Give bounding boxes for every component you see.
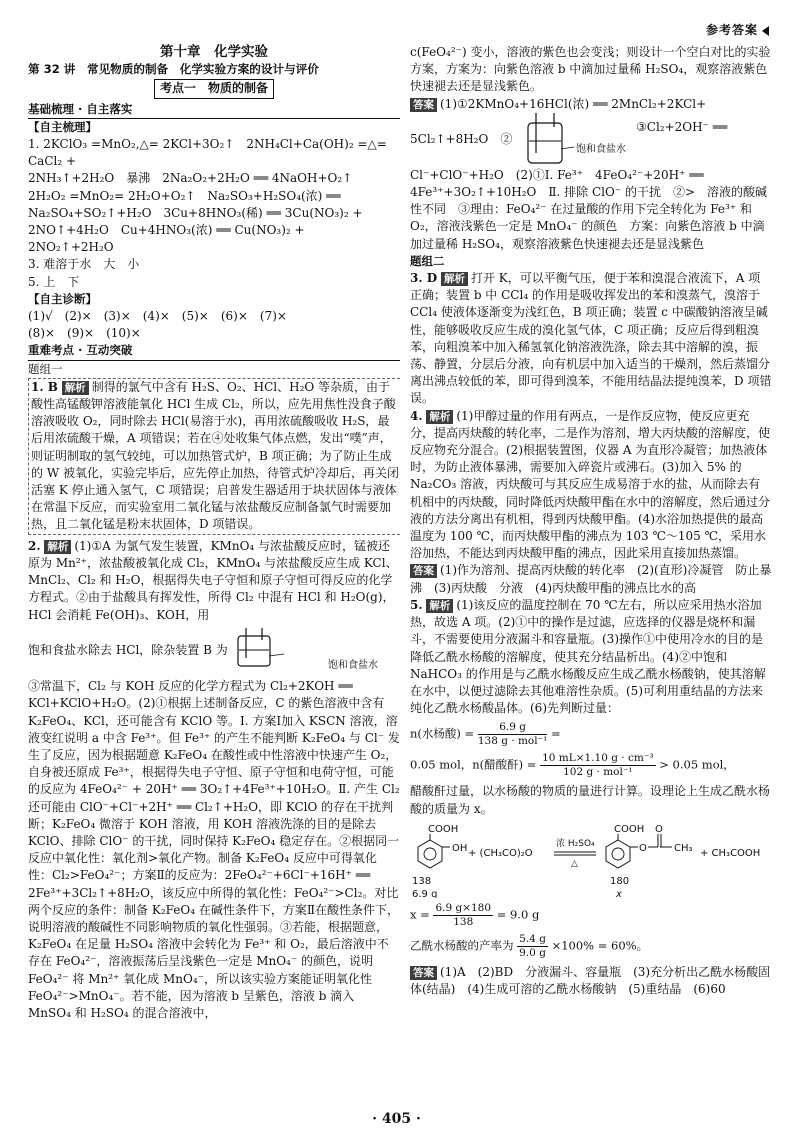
question-1 xyxy=(28,378,400,535)
q4-text: (1)甲醇过量的作用有两点，一是作反应物，使反应更充分，提高丙炔酸的转化率，二是作为溶剂，增大丙炔酸的溶解度，使反应物充分混合。(2)根据装置图，仪器 A 为直形冷凝管；加热液体时，为防止液体暴沸，需要加入碎瓷片或沸石。(3)加入 5% 的 Na₂CO₃ 溶液，丙炔酸可与其反应生成易溶于水的盐，从而除去有机相中的丙炔酸，同时降低丙炔酸甲酯在水中的溶解度，然后通过分液的方法分离出有机相，得到丙炔酸甲酯。(4)水浴加热提供的最高温度为 100 ℃，而丙炔酸甲酯的沸点为 103 ℃～105 ℃，采用水浴加热，不能达到丙炔酸甲酯的沸点，因此采用直接加热蒸馏。 xyxy=(410,408,771,561)
bracket-diag: 【自主诊断】 xyxy=(28,291,97,306)
formula-text: 0.05 mol，n(醋酸酐) = xyxy=(410,757,537,772)
ans2-b-left: 5Cl₂↑+8H₂O ② xyxy=(410,131,513,146)
rx-oh: OH xyxy=(452,842,468,854)
ans2-b-right: ③Cl₂+2OH⁻ ══ xyxy=(636,119,728,134)
numerator: 5.4 g xyxy=(519,932,546,945)
fraction xyxy=(540,752,655,779)
page-number: · 405 · xyxy=(372,1111,421,1127)
formula-x xyxy=(410,902,772,929)
jiexi-tag: 解析 xyxy=(62,381,89,395)
section-key: 重难考点 · 互动突破 xyxy=(28,342,400,360)
numerator: 10 mL×1.10 g · cm⁻³ xyxy=(542,752,654,765)
rx-cooh: COOH xyxy=(428,823,459,835)
ans2-a: (1)①2KMnO₄+16HCl(浓) ══ 2MnCl₂+2KCl+ xyxy=(440,96,707,111)
formula-text: > 0.05 mol， xyxy=(659,757,735,772)
numerator: 6.9 g×180 xyxy=(435,901,492,914)
rx-cond: 浓 H₂SO₄ xyxy=(556,838,595,849)
self-line: 3. 难溶于水 大 小 xyxy=(28,257,140,272)
bottle-label: 饱和食盐水 xyxy=(328,659,378,671)
q5-text: (1)该反应的温度控制在 70 ℃左右，所以应采用热水浴加热，故选 A 项。(2)①中的操作是过滤，应选择的仪器是烧杯和漏斗，不需要使用分液漏斗和容量瓶。(3)操作①中使用冷水的目的是降低乙酰水杨酸的溶解度，使其充分结晶析出。(4)②中饱和 NaHCO₃ 的作用是与乙酰水杨酸反应生成乙酰水杨酸钠，使其溶解在水中，以便过滤除去其他难溶性杂质。(5)可利用重结晶的方法来纯化乙酰水杨酸晶体。(6)先判断过量： xyxy=(410,597,766,716)
diag-line: (1)√ (2)× (3)× (4)× (5)× (6)× (7)× xyxy=(28,309,287,324)
daan-tag: 答案 xyxy=(410,966,437,980)
rx-138: 138 xyxy=(412,875,432,887)
ans2-c: Cl⁻+ClO⁻+H₂O (2)①Ⅰ. Fe³⁺ 4FeO₄²⁻+20H⁺ ══ 4Fe³⁺+3O₂↑+10H₂O Ⅱ. 排除 ClO⁻ 的干扰 ②> 溶液的酸碱性不同 ③理由：FeO₄²⁻ 在过量酸的作用下完全转化为 Fe³⁺ 和 O₂，溶液浅紫色一定是 MnO₄⁻ 的颜色 方案：向紫色溶液 b 中滴加过量稀 H₂SO₄，观察溶液紫色快速褪去还是显浅紫色 xyxy=(410,167,768,251)
q2-text-b: 饱和食盐水除去 HCl，除杂装置 B 为 xyxy=(28,642,228,657)
self-line: 2H₂O₂ =MnO₂= 2H₂O+O₂↑ Na₂SO₃+H₂SO₄(浓) ══ xyxy=(28,188,341,203)
formula-text: n(水杨酸) = xyxy=(410,726,475,741)
self-line: Na₂SO₄+SO₂↑+H₂O 3Cu+8HNO₃(稀) ══ 3Cu(NO₃)₂ + xyxy=(28,205,363,220)
rx-ch3: CH₃ xyxy=(674,842,693,854)
rx-o-2: O xyxy=(655,823,663,835)
ans2-row xyxy=(410,113,772,167)
jiexi-tag: 解析 xyxy=(426,410,453,424)
q2-number: 2. xyxy=(28,538,41,553)
self-line: 5. 上 下 xyxy=(28,274,80,289)
group-two: 题组二 xyxy=(410,253,445,268)
rx-heat: △ xyxy=(571,858,578,869)
q1-number: 1. B xyxy=(31,379,58,394)
rx-69: 6.9 g xyxy=(412,888,438,898)
q2-text-a: (1)①A 为氯气发生装置，KMnO₄ 与浓盐酸反应时，锰被还原为 Mn²⁺，浓盐酸被氧化成 Cl₂，KMnO₄ 与浓盐酸反应生成 KCl、MnCl₂、Cl₂ 和 H₂O，根据得失电子守恒和原子守恒可得反应的化学方程式。②由于盐酸具有挥发性，所得 Cl₂ 中混有 HCl 和 H₂O(g)，HCl 会消耗 Fe(OH)₃、KOH，用 xyxy=(28,538,398,622)
reaction-svg xyxy=(410,822,772,898)
numerator: 6.9 g xyxy=(478,721,548,735)
rx-cooh-2: COOH xyxy=(614,823,645,835)
bracket-self: 【自主梳理】 xyxy=(28,119,97,134)
q5-text2: 醋酸酐过量，以水杨酸的物质的量进行计算。设理论上生成乙酰水杨酸的质量为 x。 xyxy=(410,784,771,816)
formula-salicylic xyxy=(410,721,772,748)
group-one: 题组一 xyxy=(28,361,63,376)
diag-line: (8)× (9)× (10)× xyxy=(28,326,141,341)
triangle-icon xyxy=(762,26,769,36)
fraction xyxy=(517,933,548,960)
fraction xyxy=(433,902,493,929)
bottle-label-2: 饱和食盐水 xyxy=(576,143,626,155)
gas-wash-bottle-icon xyxy=(232,628,342,673)
daan-tag: 答案 xyxy=(410,564,437,578)
lesson-title: 第 32 讲 常见物质的制备 化学实验方案的设计与评价 xyxy=(28,62,319,77)
formula-yield xyxy=(410,933,772,960)
formula-text: 乙酰水杨酸的产率为 xyxy=(410,938,514,953)
header-title: 参考答案 xyxy=(705,23,758,37)
daan-tag: 答案 xyxy=(410,98,437,112)
rx-180: 180 xyxy=(610,875,630,887)
q4-number: 4. xyxy=(410,408,423,423)
formula-text: ×100% = 60%。 xyxy=(551,938,649,953)
q1-text: 制得的氯气中含有 H₂S、O₂、HCl、H₂O 等杂质，由于酸性高锰酸钾溶液能氧化 HCl 生成 Cl₂，所以，应先用焦性没食子酸溶液吸收 O₂，同时除去 HCl(易溶于水)，再用浓硫酸吸收 H₂S，最后用浓硫酸干燥，A 项错误；若在④处收集气体点燃，发出“噗”声，则证明制取的氢气较纯，可以加热管式炉，B 项正确；为了防止生成的 W 被氧化，实验完毕后，应先停止加热，待管式炉冷却后，再关闭活塞 K 停止通入氢气，C 项错误；启普发生器适用于块状固体与液体在常温下反应，而实验室用二氧化锰与浓盐酸反应制备氯气时需要加热，且二氧化锰是粉末状固体，D 项错误。 xyxy=(31,379,399,532)
topic-box xyxy=(28,79,400,98)
denominator: 102 g · mol⁻¹ xyxy=(563,766,633,779)
right-column xyxy=(410,44,772,998)
formula-text: x = xyxy=(410,907,430,922)
self-line: 2NH₃↑+2H₂O 暴沸 2Na₂O₂+2H₂O ══ 4NaOH+O₂↑ xyxy=(28,171,353,186)
r-top-text: c(FeO₄²⁻) 变小，溶液的紫色也会变浅；则设计一个空白对比的实验方案，方案为：向紫色溶液 b 中滴加过量稀 H₂SO₄，观察溶液紫色快速褪去还是显浅紫色。 xyxy=(410,45,771,94)
ans5: (1)A (2)BD 分液漏斗、容量瓶 (3)充分析出乙酰水杨酸固体(结晶) (4)生成可溶的乙酰水杨酸钠 (5)重结晶 (6)60 xyxy=(410,964,771,996)
self-line: 2NO↑+4H₂O Cu+4HNO₃(浓) ══ Cu(NO₃)₂ + xyxy=(28,223,305,238)
formula-text: = xyxy=(551,726,561,741)
self-line: 2NO₂↑+2H₂O xyxy=(28,240,114,255)
page-header xyxy=(706,22,769,39)
topic-label: 考点一 物质的制备 xyxy=(154,79,274,98)
formula-anhydride xyxy=(410,752,772,779)
formula-text: = 9.0 g xyxy=(496,907,540,922)
section-basic: 基础梳理 · 自主落实 xyxy=(28,101,400,119)
q5-number: 5. xyxy=(410,597,423,612)
q3-number: 3. D xyxy=(410,271,438,286)
rx-tail: + CH₃COOH xyxy=(700,847,761,859)
jiexi-tag: 解析 xyxy=(441,272,468,286)
q2-text-c: ③常温下，Cl₂ 与 KOH 反应的化学方程式为 Cl₂+2KOH ══ KCl+KClO+H₂O。(2)①根据上述制备反应，C 的紫色溶液中含有 K₂FeO₄、KCl，还可能含有 KClO 等。Ⅰ. 方案Ⅰ加入 KSCN 溶液，溶液变红说明 a 中含 Fe³⁺。但 Fe³⁺ 的产生不能判断 K₂FeO₄ 与 Cl⁻ 发生了反应，因为根据题意 K₂FeO₄ 在酸性或中性溶液中快速产生 O₂，自身被还原成 Fe³⁺，根据得失电子守恒、原子守恒和电荷守恒，可能的反应为 4FeO₄²⁻ + 20H⁺ ══ 3O₂↑+4Fe³⁺+10H₂O。Ⅱ. 产生 Cl₂ 还可能由 ClO⁻+Cl⁻+2H⁺ ══ Cl₂↑+H₂O，即 KClO 的存在干扰判断；K₂FeO₄ 微溶于 KOH 溶液，用 KOH 溶液洗涤的目的是除去 KClO、排除 ClO⁻ 的干扰，同时保持 K₂FeO₄ 稳定存在。②根据同一反应中氧化性：氧化剂>氧化产物。制备 K₂FeO₄ 反应中可得氧化性：Cl₂>FeO₄²⁻；方案Ⅱ的反应为：2FeO₄²⁻+6Cl⁻+16H⁺ ══ 2Fe³⁺+3Cl₂↑+8H₂O，该反应中所得的氧化性：FeO₄²⁻>Cl₂。对比两个反应的条件：制备 K₂FeO₄ 在碱性条件下，方案Ⅱ在酸性条件下，说明溶液的酸碱性不同影响物质的氧化性强弱。③若能，根据题意，K₂FeO₄ 在足量 H₂SO₄ 溶液中会转化为 Fe³⁺ 和 O₂，最后溶液中不存在 FeO₄²⁻，溶液振荡后呈浅紫色一定是 MnO₄⁻ 的颜色，说明 FeO₄²⁻ 将 Mn²⁺ 氧化成 MnO₄⁻，所以该实验方案能证明氧化性 FeO₄²⁻>MnO₄⁻。若不能，因为溶液 b 呈紫色，溶液 b 滴入 MnSO₄ 和 H₂SO₄ 的混合溶液中， xyxy=(28,679,400,1020)
q3-text: 打开 K，可以平衡气压，便于苯和溴混合液流下，A 项正确；装置 b 中 CCl₄ 的作用是吸收挥发出的苯和溴蒸气，溴溶于 CCl₄ 使液体逐渐变为浅红色，B 项正确；装置 c 中碳酸钠溶液呈碱性，能够吸收反应生成的溴化氢气体，C 项正确；反应后得到粗溴苯，向粗溴苯中加入稀氢氧化钠溶液洗涤，除去其中溶解的溴，振荡、静置，分层后分液，向有机层中加入适当的干燥剂，然后蒸馏分离出沸点较低的苯，即可得到溴苯，不能用结晶法提纯溴苯，D 项错误。 xyxy=(410,271,772,406)
left-column xyxy=(28,44,400,1022)
denominator: 138 xyxy=(453,915,474,928)
self-line: 1. 2KClO₃ =MnO₂,△= 2KCl+3O₂↑ 2NH₄Cl+Ca(OH)₂ =△= CaCl₂ + xyxy=(28,137,387,169)
jiexi-tag: 解析 xyxy=(44,540,71,554)
chapter-title: 第十章 化学实验 xyxy=(160,44,268,60)
jiexi-tag: 解析 xyxy=(426,599,453,613)
denominator: 138 g · mol⁻¹ xyxy=(477,735,548,748)
rx-x: x xyxy=(616,888,622,898)
rx-plus: + (CH₃CO)₂O xyxy=(468,847,533,859)
rx-o: O xyxy=(639,842,647,854)
ans4: (1)作为溶剂、提高丙炔酸的转化率 (2)(直形)冷凝管 防止暴沸 (3)丙炔酸 分液 (4)丙炔酸甲酯的沸点比水的高 xyxy=(410,563,772,595)
reaction-scheme xyxy=(410,822,772,898)
denominator: 9.0 g xyxy=(519,946,546,959)
fraction xyxy=(478,721,548,748)
